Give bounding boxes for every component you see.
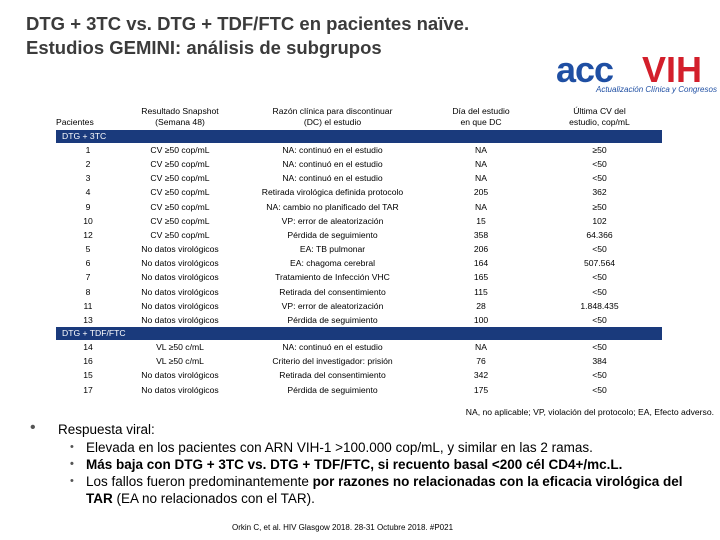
table-row: [56, 270, 662, 284]
table-row: [56, 214, 662, 228]
table-cell: No datos virológicos: [141, 370, 219, 381]
table-cell: NA: cambio no planificado del TAR: [266, 201, 399, 212]
bullet-list: [30, 421, 710, 507]
table-cell: 15: [476, 215, 486, 226]
table-cell: EA: chagoma cerebral: [289, 258, 376, 269]
table-cell: Tratamiento de Infección VHC: [275, 272, 390, 283]
table-row: [56, 313, 662, 327]
table-cell: NA: [475, 201, 487, 212]
table-cell: CV ≥50 cop/mL: [150, 229, 210, 240]
table-cell: <50: [592, 384, 607, 395]
acc-vih-logo: [556, 49, 717, 98]
table-cell: 115: [474, 286, 488, 297]
table-cell: EA: TB pulmonar: [299, 244, 366, 255]
table-cell: 28: [476, 300, 486, 311]
table-cell: CV ≥50 cop/mL: [150, 159, 210, 170]
table-cell: 342: [473, 370, 489, 381]
table-cell: NA: continuó en el estudio: [282, 159, 383, 170]
table-row: [56, 285, 662, 299]
table-cell: Pérdida de seguimiento: [287, 229, 378, 240]
table-cell: CV ≥50 cop/mL: [150, 201, 210, 212]
table-cell: Retirada del consentimiento: [279, 370, 386, 381]
table-row: [56, 228, 662, 242]
header-pacientes: Pacientes: [56, 117, 94, 127]
bullet-dot-icon: •: [70, 441, 74, 453]
table-cell: 206: [473, 244, 489, 255]
subgroup-table: [56, 100, 662, 397]
table-cell: 507.564: [583, 258, 616, 269]
group-label: DTG + 3TC: [56, 130, 662, 143]
table-cell: NA: [475, 173, 487, 184]
table-cell: ≥50: [592, 145, 607, 155]
header-razon: Razón clínica para discontinuar (DC) el estudio: [272, 106, 393, 127]
table-cell: 165: [473, 272, 489, 283]
bullet-dot-icon: •: [70, 458, 74, 470]
table-cell: VP: error de aleatorización: [281, 300, 384, 311]
table-row: [56, 256, 662, 270]
table-cell: VP: error de aleatorización: [281, 215, 384, 226]
table-row: [56, 354, 662, 368]
table-row: [56, 200, 662, 214]
table-cell: 384: [592, 356, 607, 367]
table-cell: 164: [473, 258, 489, 269]
table-cell: 358: [473, 229, 489, 240]
table-cell: 8: [85, 286, 91, 297]
table-cell: 12: [83, 229, 93, 240]
logo-subtitle: Actualización Clínica y Congresos: [596, 85, 717, 94]
table-cell: 10: [83, 215, 93, 226]
table-cell: No datos virológicos: [141, 314, 219, 325]
table-cell: <50: [592, 342, 607, 353]
table-cell: 1.848.435: [580, 300, 619, 311]
table-cell: 100: [473, 314, 489, 325]
table-cell: 102: [592, 215, 607, 226]
table-row: [56, 185, 662, 199]
table-row: [56, 157, 662, 171]
table-cell: NA: [475, 145, 487, 155]
table-row: [56, 340, 662, 354]
table-cell: 5: [85, 244, 91, 255]
table-row: [56, 383, 662, 397]
sub-bullet-list: [30, 439, 710, 507]
slide-title: [26, 12, 586, 60]
table-header-row: [56, 100, 662, 130]
table-cell: Retirada del consentimiento: [279, 286, 386, 297]
table-cell: No datos virológicos: [141, 272, 219, 283]
group-label: DTG + TDF/FTC: [56, 327, 662, 340]
table-row: [56, 299, 662, 313]
table-cell: NA: continuó en el estudio: [282, 173, 383, 184]
group-header-row: [56, 327, 662, 340]
table-cell: 175: [473, 384, 489, 395]
table-cell: No datos virológicos: [141, 244, 219, 255]
table-cell: 14: [83, 342, 93, 353]
table-cell: Pérdida de seguimiento: [287, 314, 378, 325]
table-cell: 4: [85, 187, 91, 198]
table-body: [56, 130, 662, 397]
table-cell: 6: [85, 258, 91, 269]
table-cell: 7: [85, 272, 91, 283]
logo-acc-text: acc: [556, 49, 614, 90]
bullet-dot-icon: •: [30, 419, 36, 436]
title-line-2: Estudios GEMINI: análisis de subgrupos: [26, 37, 382, 58]
header-resultado: Resultado Snapshot (Semana 48): [141, 106, 219, 127]
table-cell: <50: [592, 370, 607, 381]
table-cell: VL ≥50 c/mL: [156, 342, 204, 353]
table-cell: 362: [592, 187, 607, 198]
table-cell: 17: [83, 384, 93, 395]
group-header-row: [56, 130, 662, 143]
table-cell: 15: [83, 370, 93, 381]
reference-citation: Orkin C, et al. HIV Glasgow 2018. 28-31 Octubre 2018. #P021: [232, 523, 454, 532]
table-cell: <50: [592, 286, 607, 297]
table-cell: 16: [83, 356, 93, 367]
table-cell: VL ≥50 c/mL: [156, 356, 204, 367]
bullet-dot-icon: •: [70, 475, 74, 487]
logo-vih-text: VIH: [642, 49, 703, 90]
table-cell: NA: continuó en el estudio: [282, 145, 383, 155]
title-line-1: DTG + 3TC vs. DTG + TDF/FTC en pacientes naïve.: [26, 13, 470, 34]
table-cell: NA: [475, 159, 487, 170]
table-cell: Pérdida de seguimiento: [287, 384, 378, 395]
table-row: [56, 368, 662, 382]
sub-bullet-1: • Elevada en los pacientes con ARN VIH-1 >100.000 cop/mL, y similar en las 2 ramas.: [70, 440, 593, 455]
table-cell: <50: [592, 272, 607, 283]
table-row: [56, 242, 662, 256]
header-dia: Día del estudio en que DC: [452, 106, 510, 127]
table-cell: 64.366: [586, 229, 613, 240]
table-cell: Criterio del investigador: prisión: [272, 356, 393, 367]
table-cell: <50: [592, 173, 607, 184]
table-row: [56, 143, 662, 157]
table-row: [56, 171, 662, 185]
table-cell: 2: [85, 159, 91, 170]
table-cell: CV ≥50 cop/mL: [150, 215, 210, 226]
table-cell: 11: [83, 300, 93, 311]
table-cell: 76: [476, 356, 486, 367]
table-cell: No datos virológicos: [141, 300, 219, 311]
header-ultima-cv: Última CV del estudio, cop/mL: [569, 106, 630, 127]
table-cell: CV ≥50 cop/mL: [150, 145, 210, 155]
table-cell: 205: [473, 187, 489, 198]
sub-bullet-3: • Los fallos fueron predominantemente por razones no relacionadas con la eficacia virológica del TAR (EA no relacionados con el TAR).: [70, 474, 683, 506]
table-cell: 3: [85, 173, 91, 184]
table-cell: 9: [85, 201, 91, 212]
sub-bullet-2: • Más baja con DTG + 3TC vs. DTG + TDF/FTC, si recuento basal <200 cél CD4+/mc.L.: [70, 457, 623, 472]
table-footnote: NA, no aplicable; VP, violación del protocolo; EA, Efecto adverso.: [465, 407, 714, 417]
table-cell: No datos virológicos: [141, 258, 219, 269]
bullet-main: • Respuesta viral:: [30, 419, 155, 437]
table-cell: CV ≥50 cop/mL: [150, 187, 210, 198]
table-cell: <50: [592, 244, 607, 255]
table-cell: ≥50: [592, 201, 607, 212]
table-cell: No datos virológicos: [141, 286, 219, 297]
table-cell: CV ≥50 cop/mL: [150, 173, 210, 184]
table-cell: No datos virológicos: [141, 384, 219, 395]
table-cell: NA: continuó en el estudio: [282, 342, 383, 353]
table-cell: NA: [475, 342, 487, 353]
table-cell: Retirada virológica definida protocolo: [261, 187, 404, 198]
table-cell: 13: [83, 314, 93, 325]
table-cell: <50: [592, 159, 607, 170]
table-cell: <50: [592, 314, 607, 325]
table-cell: 1: [85, 145, 91, 155]
